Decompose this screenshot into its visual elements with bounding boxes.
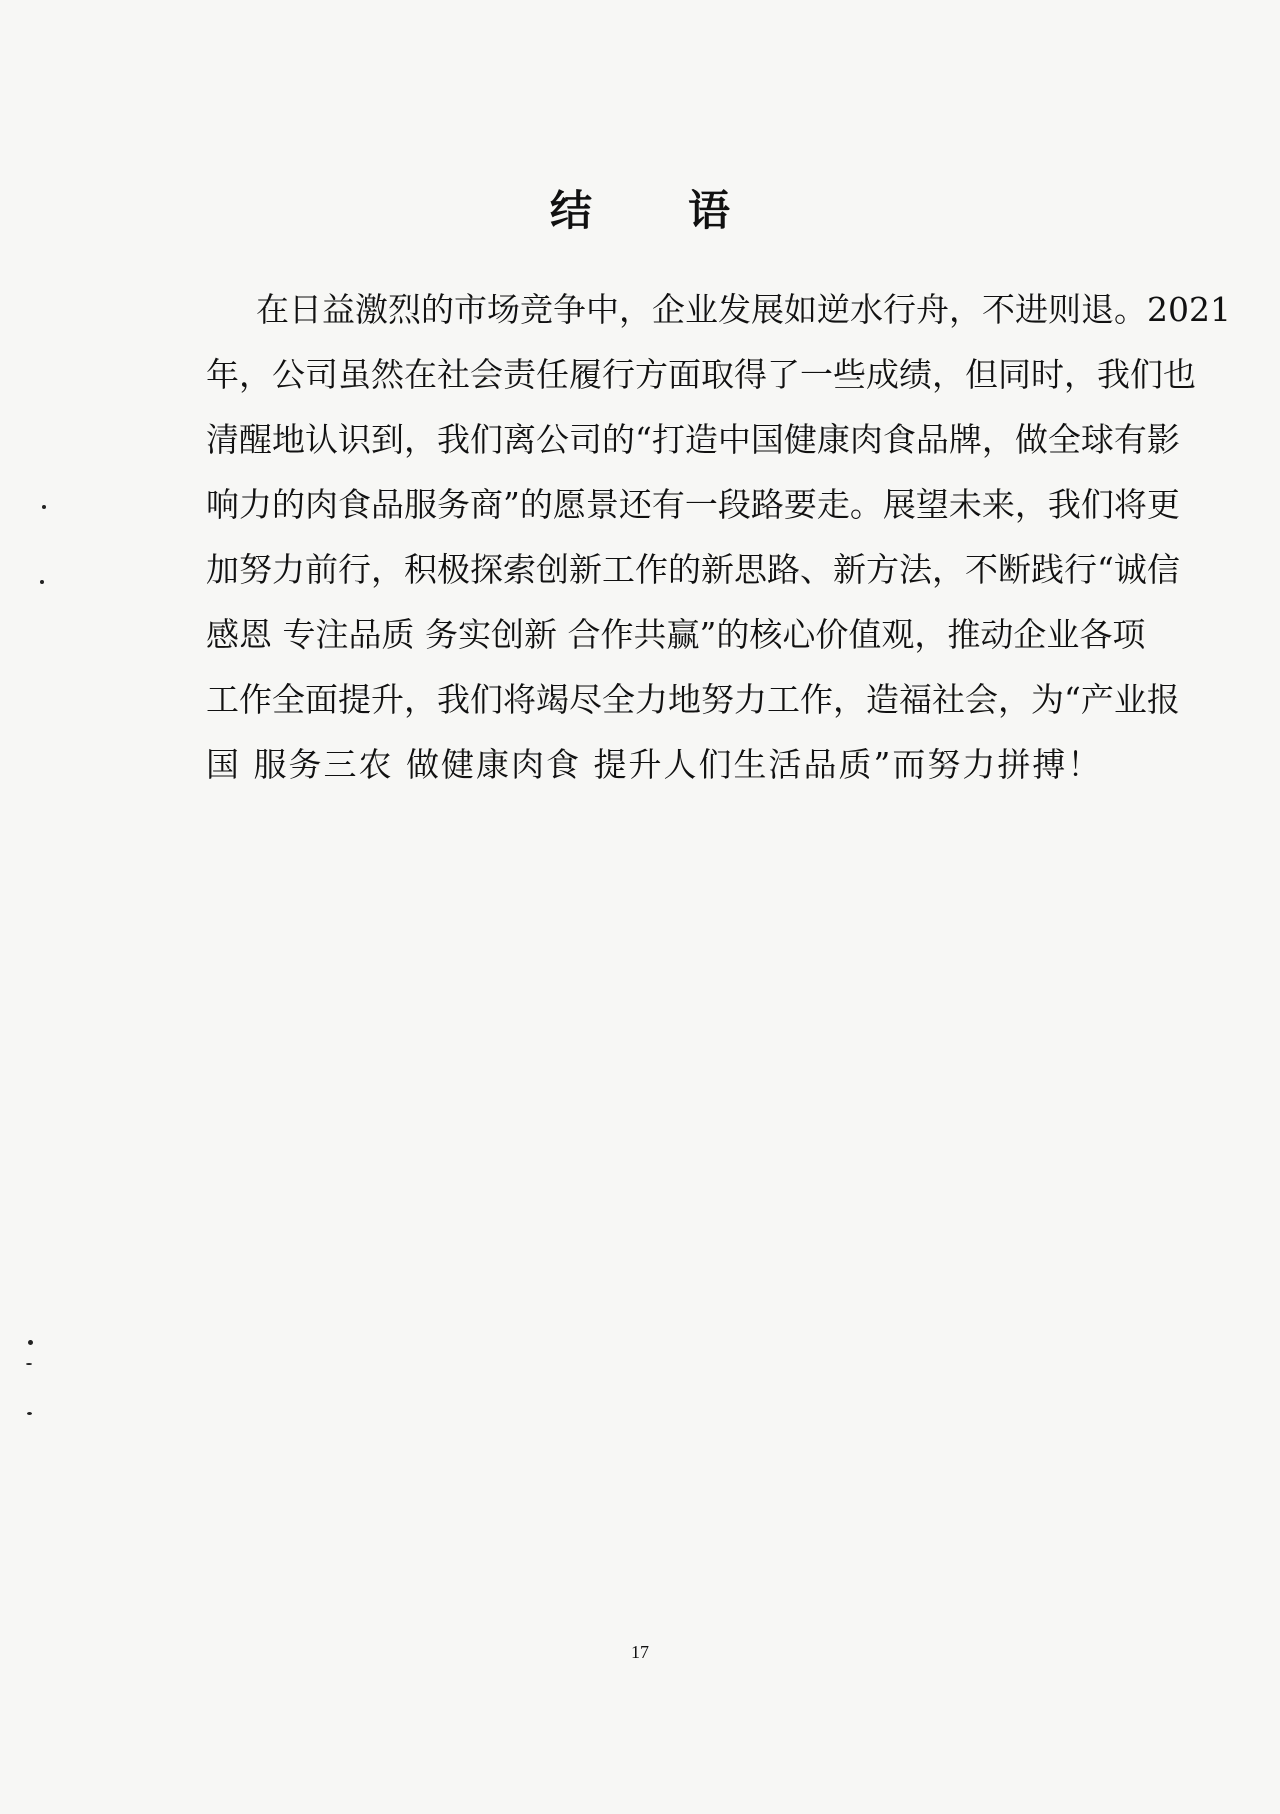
paragraph-line: 感恩 专注品质 务实创新 合作共赢”的核心价值观，推动企业各项 [206, 615, 1146, 654]
title-char-1: 结 [549, 186, 592, 235]
paragraph-line: 清醒地认识到，我们离公司的“打造中国健康肉食品牌，做全球有影 [206, 420, 1180, 459]
paragraph-line: 在日益激烈的市场竞争中，企业发展如逆水行舟，不进则退。2021 [256, 290, 1231, 329]
paragraph-line: 年，公司虽然在社会责任履行方面取得了一些成绩，但同时，我们也 [206, 355, 1196, 394]
paragraph-line: 响力的肉食品服务商”的愿景还有一段路要走。展望未来，我们将更 [206, 485, 1180, 524]
paragraph-line: 加努力前行，积极探索创新工作的新思路、新方法，不断践行“诚信 [206, 550, 1180, 589]
scan-speck [28, 1340, 33, 1345]
page-title [0, 178, 1280, 238]
scan-speck [42, 505, 46, 509]
scan-speck [26, 1363, 32, 1365]
paragraph-line: 国 服务三农 做健康肉食 提升人们生活品质”而努力拼搏！ [206, 745, 1103, 784]
scan-speck [27, 1412, 32, 1415]
scan-speck [40, 580, 44, 584]
paragraph-line: 工作全面提升，我们将竭尽全力地努力工作，造福社会，为“产业报 [206, 680, 1180, 719]
title-char-2: 语 [688, 186, 731, 235]
page-number: 17 [631, 1642, 649, 1662]
conclusion-paragraph [206, 285, 1231, 805]
